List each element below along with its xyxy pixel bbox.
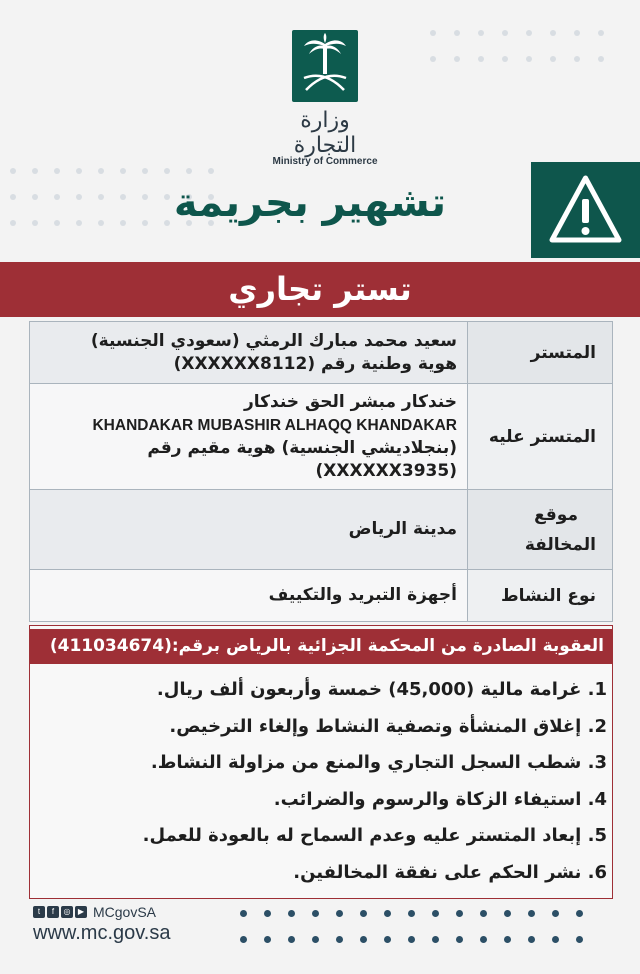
decorative-dot [480, 910, 487, 917]
decorative-dot [432, 910, 439, 917]
decorative-dot [408, 910, 415, 917]
twitter-icon[interactable]: t [33, 906, 45, 918]
decorative-dot [240, 910, 247, 917]
decorative-dot [504, 936, 511, 943]
decorative-dot [598, 56, 604, 62]
label-line: المخالفة [524, 534, 596, 555]
list-item: 2. إغلاق المنشأة وتصفية النشاط وإلغاء الترخيص. [169, 715, 607, 737]
decorative-dot [10, 220, 16, 226]
list-item: 3. شطب السجل التجاري والمنع من مزاولة النشاط. [150, 752, 607, 773]
decorative-dot [120, 168, 126, 174]
decorative-dot [10, 168, 16, 174]
decorative-dot [360, 936, 367, 943]
list-item: 6. نشر الحكم على نفقة المخالفين. [293, 861, 607, 883]
decorative-dot [76, 220, 82, 226]
decorative-dot [98, 168, 104, 174]
row-value [30, 490, 468, 570]
violation-info-table [29, 321, 613, 622]
row-value [30, 570, 468, 622]
decorative-dot [408, 936, 415, 943]
table-row [30, 570, 613, 622]
decorative-dot [186, 168, 192, 174]
decorative-dot [478, 30, 484, 36]
decorative-dot [32, 168, 38, 174]
instagram-icon[interactable]: ◎ [61, 906, 73, 918]
decorative-dot [550, 30, 556, 36]
decorative-dot [528, 936, 535, 943]
decorative-dot [502, 30, 508, 36]
row-label: المتستر عليه [468, 384, 613, 490]
social-links [33, 904, 156, 920]
decorative-dot [264, 910, 271, 917]
decorative-dot [526, 56, 532, 62]
row-value [30, 384, 468, 490]
decorative-dot [598, 30, 604, 36]
ministry-name-en: Ministry of Commerce [272, 156, 378, 167]
decorative-dot [576, 936, 583, 943]
row-label: نوع النشاط [468, 570, 613, 622]
value-line: (XXXXXX3935) [315, 460, 457, 481]
decorative-dot [384, 936, 391, 943]
subtitle-banner: تستر تجاري [0, 262, 640, 317]
decorative-dot [312, 910, 319, 917]
decorative-dot [164, 194, 170, 200]
decorative-dot [430, 30, 436, 36]
saudi-emblem-icon [292, 30, 358, 102]
decorative-dot [502, 56, 508, 62]
decorative-dot [32, 194, 38, 200]
decorative-dot [478, 56, 484, 62]
decorative-dot [574, 56, 580, 62]
ministry-name-ar: وزارة التجارة [293, 108, 357, 158]
decorative-dot [54, 220, 60, 226]
decorative-dot [384, 910, 391, 917]
decorative-dot [454, 56, 460, 62]
decorative-dot [574, 30, 580, 36]
website-link[interactable]: www.mc.gov.sa [33, 922, 171, 944]
decorative-dot [288, 910, 295, 917]
value-line: خندكار مبشر الحق خندكار [243, 391, 457, 412]
decorative-dot [336, 936, 343, 943]
decorative-dot [142, 194, 148, 200]
decorative-dot [288, 936, 295, 943]
decorative-dot [164, 220, 170, 226]
youtube-icon[interactable]: ▶ [75, 906, 87, 918]
decorative-dot [10, 194, 16, 200]
row-label [468, 490, 613, 570]
value-line: (بنجلاديشي الجنسية) هوية مقيم رقم [147, 437, 457, 458]
social-handle[interactable]: MCgovSA [93, 904, 157, 920]
decorative-dot [142, 168, 148, 174]
decorative-dot [54, 194, 60, 200]
decorative-dot [98, 220, 104, 226]
decorative-dot [456, 910, 463, 917]
decorative-dot [552, 910, 559, 917]
facebook-icon[interactable]: f [47, 906, 59, 918]
decorative-dot [552, 936, 559, 943]
decorative-dot [264, 936, 271, 943]
decorative-dot [550, 56, 556, 62]
decorative-dot [120, 194, 126, 200]
list-item: 4. استيفاء الزكاة والرسوم والضرائب. [273, 788, 607, 810]
value-line: KHANDAKAR MUBASHIR ALHAQQ KHANDAKAR [92, 416, 457, 434]
decorative-dot [76, 194, 82, 200]
warning-triangle-icon [531, 162, 640, 258]
ministry-logo [266, 30, 384, 167]
alert-box [531, 162, 640, 258]
decorative-dot [430, 56, 436, 62]
table-row [30, 384, 613, 490]
penalties-list [47, 672, 607, 891]
label-line: موقع [534, 504, 578, 525]
decorative-dot [336, 910, 343, 917]
list-item: 1. غرامة مالية (45,000) خمسة وأربعون ألف ريال. [156, 679, 607, 700]
decorative-dot [360, 910, 367, 917]
row-label: المتستر [468, 322, 613, 384]
decorative-dot [456, 936, 463, 943]
value-line: مدينة الرياض [348, 519, 457, 539]
decorative-dot [432, 936, 439, 943]
penalties-heading: العقوبة الصادرة من المحكمة الجزائية بالرياض برقم:(411034674) [30, 629, 612, 664]
decorative-dot [454, 30, 460, 36]
decorative-dot [526, 30, 532, 36]
decorative-dot [208, 168, 214, 174]
decorative-dot [480, 936, 487, 943]
value-line: هوية وطنية رقم (XXXXXX8112) [173, 353, 457, 374]
decorative-dot [164, 168, 170, 174]
table-row [30, 490, 613, 570]
decorative-dot [240, 936, 247, 943]
list-item: 5. إبعاد المتستر عليه وعدم السماح له بالعودة للعمل. [142, 825, 607, 846]
value-line: أجهزة التبريد والتكييف [268, 585, 457, 605]
decorative-dot [142, 220, 148, 226]
decorative-dot [504, 910, 511, 917]
decorative-dot [312, 936, 319, 943]
decorative-dot [576, 910, 583, 917]
table-row [30, 322, 613, 384]
page-title: تشهير بجريمة [173, 180, 446, 226]
decorative-dot [54, 168, 60, 174]
decorative-dot [76, 168, 82, 174]
decorative-dot [98, 194, 104, 200]
row-value [30, 322, 468, 384]
value-line: سعيد محمد مبارك الرمثي (سعودي الجنسية) [90, 330, 457, 351]
decorative-dot [32, 220, 38, 226]
decorative-dot [120, 220, 126, 226]
decorative-dot [528, 910, 535, 917]
